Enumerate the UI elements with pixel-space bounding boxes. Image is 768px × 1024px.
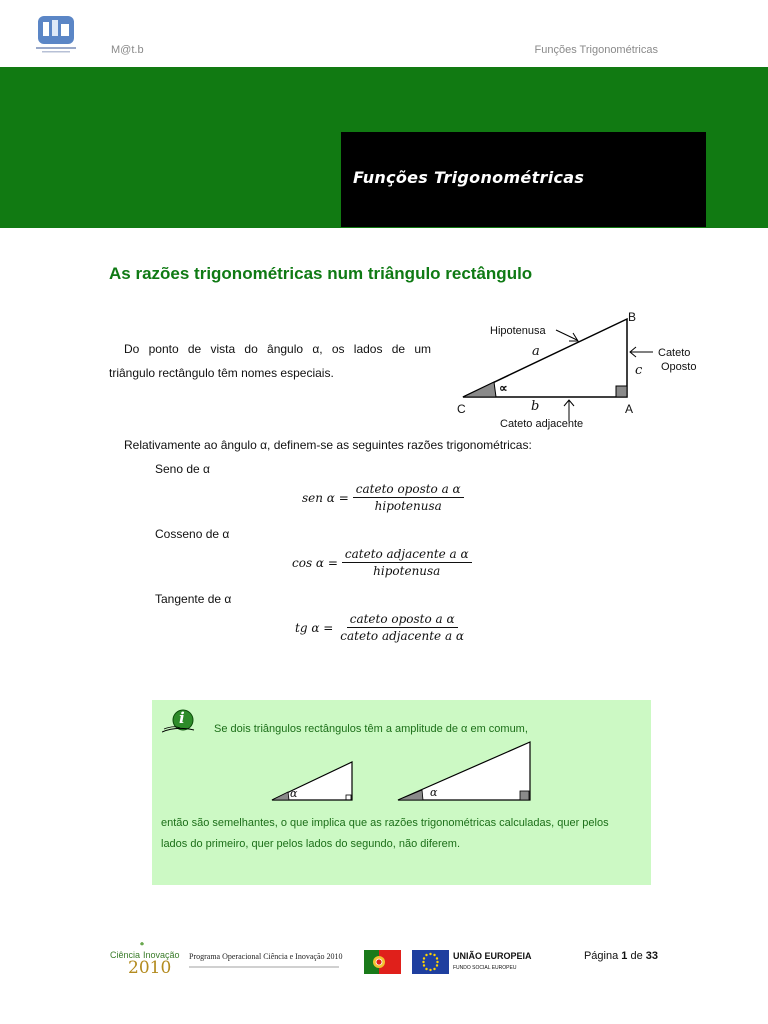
tangente-numerator: cateto oposto a α	[347, 612, 458, 628]
tangente-fraction	[337, 612, 467, 643]
cateto-oposto-label-2: Oposto	[661, 361, 697, 373]
side-a-label: a	[532, 344, 540, 359]
definitions-intro: Relativamente ao ângulo α, definem-se as seguintes razões trigonométricas:	[124, 438, 532, 452]
vertex-c-label: C	[457, 402, 466, 416]
header-right-text: Funções Trigonométricas	[534, 44, 658, 56]
cosseno-fraction	[342, 547, 472, 578]
small-triangle-alpha: α	[290, 787, 298, 800]
note-line-1: Se dois triângulos rectângulos têm a amplitude de α em comum,	[214, 723, 528, 735]
logo-text-2010: 2010	[128, 958, 172, 978]
tangente-label: Tangente de α	[155, 592, 232, 606]
intro-paragraph	[109, 337, 431, 385]
logo-text-inovacao: Inovação	[143, 950, 180, 960]
seno-lhs: sen α =	[302, 490, 349, 505]
side-b-label: b	[531, 399, 540, 414]
note-line-3: lados do primeiro, quer pelos lados do segundo, não diferem.	[161, 838, 461, 850]
cosseno-numerator: cateto adjacente a α	[342, 547, 472, 563]
portugal-flag	[364, 950, 401, 974]
logo-text-ciencia: Ciência	[110, 950, 141, 960]
vertex-b-label: B	[628, 310, 637, 324]
cosseno-formula	[292, 547, 472, 578]
section-title: As razões trigonométricas num triângulo rectângulo	[109, 264, 533, 283]
cateto-oposto-label-1: Cateto	[658, 347, 691, 359]
page-current: 1	[621, 950, 628, 962]
info-icon-letter: i	[179, 709, 185, 727]
info-note-box	[152, 700, 651, 885]
cateto-adjacente-label: Cateto adjacente	[500, 418, 584, 430]
seno-formula	[302, 482, 464, 513]
tangente-formula	[295, 612, 467, 643]
banner-title-box	[341, 132, 706, 227]
note-line-2: então são semelhantes, o que implica que as razões trigonométricas calculadas, quer pelos	[161, 817, 609, 829]
program-text: Programa Operacional Ciência e Inovação 2010	[189, 952, 343, 961]
intro-line-1: Do ponto de vista do ângulo α, os lados de um	[124, 342, 431, 356]
seno-fraction	[353, 482, 464, 513]
side-c-label: c	[635, 363, 643, 378]
page-total: 33	[645, 950, 658, 962]
cosseno-lhs: cos α =	[292, 555, 338, 570]
info-icon	[162, 708, 196, 734]
program-underline	[189, 966, 339, 968]
eu-flag	[412, 950, 449, 974]
seno-label: Seno de α	[155, 462, 210, 476]
ciencia-inovacao-logo	[110, 940, 182, 978]
large-triangle-alpha: α	[430, 786, 438, 799]
banner-title: Funções Trigonométricas	[353, 168, 585, 187]
intro-line-2: triângulo rectângulo têm nomes especiais.	[109, 366, 334, 380]
tangente-lhs: tg α =	[295, 620, 334, 635]
page-number	[584, 950, 658, 962]
seno-denominator: hipotenusa	[374, 499, 442, 513]
angle-alpha-symbol: ∝	[499, 381, 508, 395]
small-triangle	[270, 760, 354, 802]
seno-numerator: cateto oposto a α	[353, 482, 464, 498]
cosseno-denominator: hipotenusa	[373, 564, 441, 578]
eu-title: UNIÃO EUROPEIA	[453, 951, 532, 961]
tangente-denominator: cateto adjacente a α	[340, 629, 465, 643]
eu-subtitle: FUNDO SOCIAL EUROPEU	[453, 965, 517, 971]
cosseno-label: Cosseno de α	[155, 527, 230, 541]
page-mid: de	[627, 950, 646, 962]
header-left-text: M@t.b	[111, 44, 144, 56]
vertex-a-label: A	[625, 402, 634, 416]
large-triangle	[396, 740, 532, 802]
school-logo	[34, 14, 78, 54]
page-prefix: Página	[583, 950, 622, 962]
hipotenusa-label: Hipotenusa	[490, 325, 546, 337]
